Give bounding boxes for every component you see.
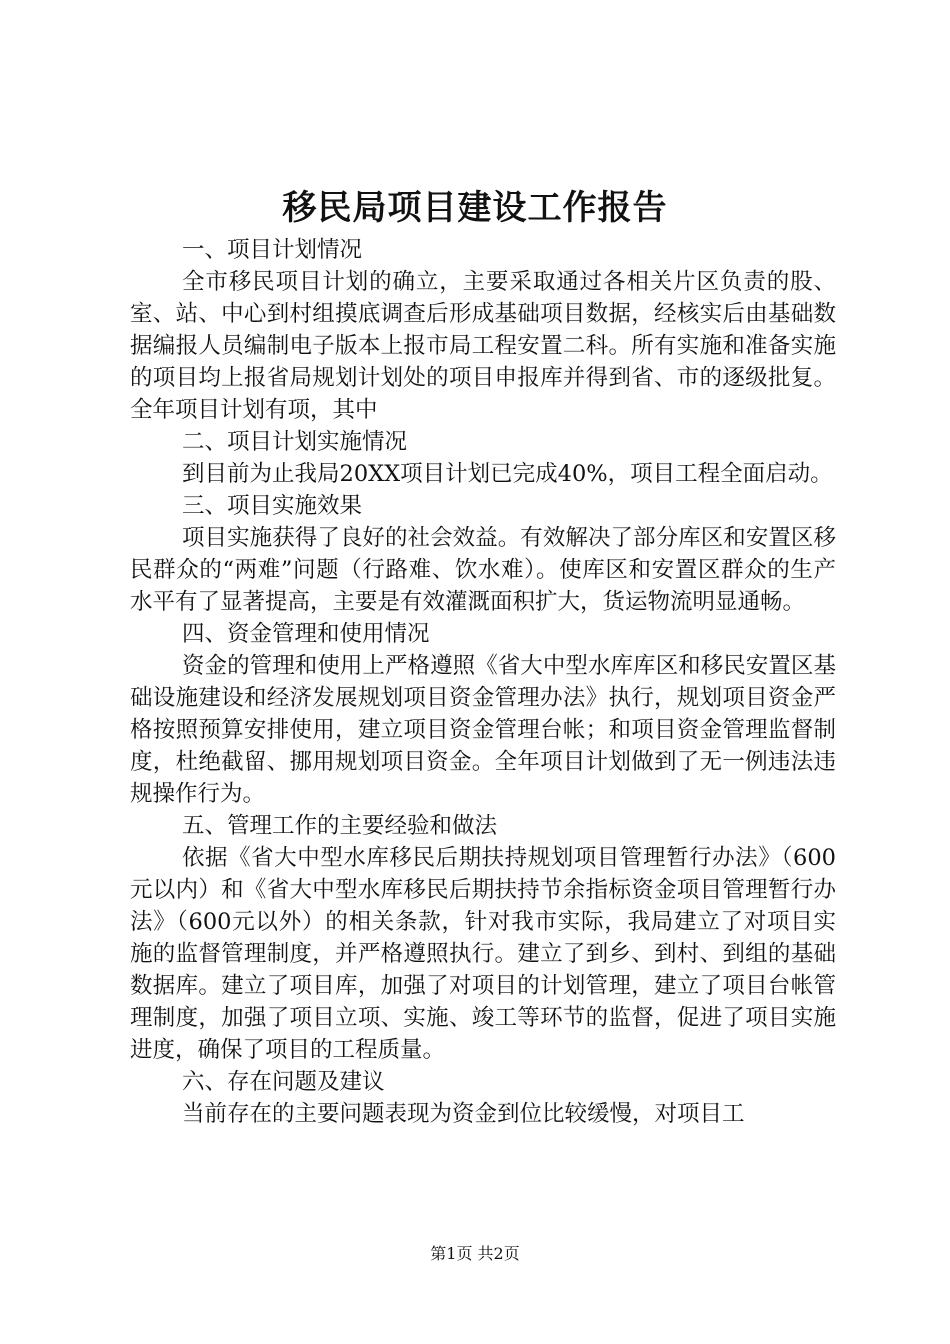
section-paragraph: 全市移民项目计划的确立，主要采取通过各相关片区负责的股、室、站、中心到村组摸底调查后形成基础项目数据，经核实后由基础数据编报人员编制电子版本上报市局工程安置二科。所有实施和准备实施的项目均上报省局规划计划处的项目申报库并得到省、市的逐级批复。全年项目计划有项，其中 <box>130 269 836 423</box>
section-heading: 二、项目计划实施情况 <box>182 429 408 455</box>
section-paragraph: 依据《省大中型水库移民后期扶持规划项目管理暂行办法》（600元以内）和《省大中型水库移民后期扶持节余指标资金项目管理暂行办法》（600元以外）的相关条款，针对我市实际，我局建立了对项目实施的监督管理制度，并严格遵照执行。建立了到乡、到村、到组的基础数据库。建立了项目库，加强了对项目的计划管理，建立了项目台帐管理制度，加强了项目立项、实施、竣工等环节的监督，促进了项目实施进度，确保了项目的工程质量。 <box>130 845 836 1063</box>
section-heading: 五、管理工作的主要经验和做法 <box>182 813 498 839</box>
section-paragraph: 项目实施获得了良好的社会效益。有效解决了部分库区和安置区移民群众的“两难”问题（行路难、饮水难）。使库区和安置区群众的生产水平有了显著提高，主要是有效灌溉面积扩大，货运物流明显通畅。 <box>130 525 836 615</box>
section-heading: 四、资金管理和使用情况 <box>182 621 430 647</box>
page-footer: 第1页 共2页 <box>430 1244 520 1263</box>
section-paragraph: 当前存在的主要问题表现为资金到位比较缓慢，对项目工 <box>182 1101 745 1127</box>
document-body <box>130 234 836 1130</box>
document-title: 移民局项目建设工作报告 <box>282 188 668 228</box>
section-paragraph: 资金的管理和使用上严格遵照《省大中型水库库区和移民安置区基础设施建设和经济发展规划项目资金管理办法》执行，规划项目资金严格按照预算安排使用，建立项目资金管理台帐；和项目资金管理监督制度，杜绝截留、挪用规划项目资金。全年项目计划做到了无一例违法违规操作行为。 <box>130 653 836 807</box>
section-heading: 六、存在问题及建议 <box>182 1069 385 1095</box>
section-heading: 三、项目实施效果 <box>182 493 363 519</box>
section-paragraph: 到目前为止我局20XX项目计划已完成40%，项目工程全面启动。 <box>182 461 833 487</box>
section-heading: 一、项目计划情况 <box>182 237 363 263</box>
